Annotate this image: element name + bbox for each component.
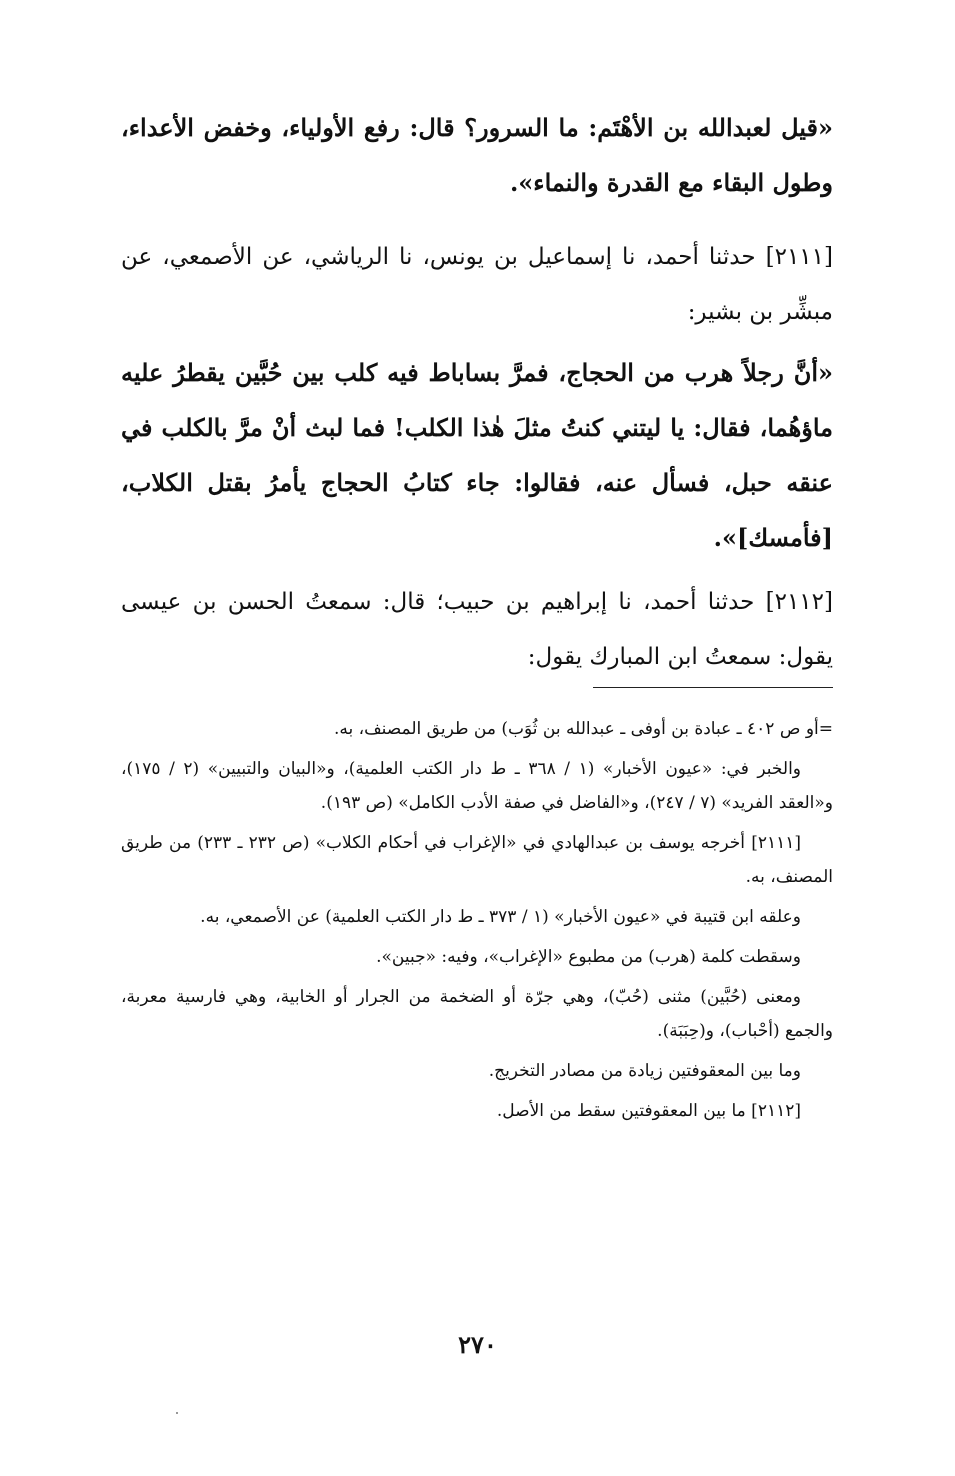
quote-paragraph-sorur (121, 100, 833, 210)
paragraph-text: «قيل لعبدالله بن الأهْتَم: ما السرور؟ قال: رفع الأولياء، وخفض الأعداء، وطول البقاء مع القدرة والنماء». (121, 113, 833, 197)
footnote: وما بين المعقوفتين زيادة من مصادر التخريج. (488, 1061, 801, 1081)
footnote: وعلقه ابن قتيبة في «عيون الأخبار» (١ / ٣٧٣ ـ ط دار الكتب العلمية) عن الأصمعي، به. (200, 907, 801, 927)
paragraph-text: «أنَّ رجلاً هرب من الحجاج، فمرَّ بساباط فيه كلب بين حُبَّين يقطرُ عليه ماؤهُما، فقال: يا ليتني كنتُ مثلَ هٰذا الكلب! فما لبث أنْ مرَّ بالكلب في عنقه حبل، فسأل عنه، فقالوا: جاء كتابُ الحجاج يأمرُ بقتل الكلاب، [فأمسك]». (121, 358, 833, 552)
footnote: ومعنى (حُبَّين) مثنى (حُبّ)، وهي جرّة أو الضخمة من الجرار أو الخابية، وهي فارسية معربة، والجمع (أحْباب)، و(حِبَبَة). (121, 987, 833, 1041)
page-number: ٢٧٠ (458, 1330, 497, 1359)
quote-paragraph-hajjaj (121, 345, 833, 565)
footnote: وسقطت كلمة (هرب) من مطبوع «الإغراب»، وفيه: «جبين». (376, 947, 801, 967)
footnote-divider (593, 687, 833, 688)
footnote: [٢١١٢] ما بين المعقوفتين سقط من الأصل. (496, 1101, 801, 1121)
paragraph-text: [٢١١١] حدثنا أحمد، نا إسماعيل بن يونس، نا الرياشي، عن الأصمعي، عن مبشِّر بن بشير: (121, 244, 833, 325)
footnote: والخبر في: «عيون الأخبار» (١ / ٣٦٨ ـ ط دار الكتب العلمية)، و«البيان والتبيين» (٢ / ١٧٥)، و«العقد الفريد» (٧ / ٢٤٧)، و«الفاضل في صفة الأدب الكامل» (ص ١٩٣). (121, 759, 833, 813)
footnote: [٢١١١] أخرجه يوسف بن عبدالهادي في «الإغراب في أحكام الكلاب» (ص ٢٣٢ ـ ٢٣٣) من طريق المصنف، به. (121, 833, 833, 887)
hadith-chain-2111 (121, 230, 833, 340)
footnote: =أو ص ٤٠٢ ـ عبادة بن أوفى ـ عبدالله بن ثُوَب) من طريق المصنف، به. (333, 719, 833, 739)
footnotes-section (121, 712, 833, 1134)
hadith-chain-2112 (121, 575, 833, 685)
paragraph-text: [٢١١٢] حدثنا أحمد، نا إبراهيم بن حبيب؛ قال: سمعتُ الحسن بن عيسى يقول: سمعتُ ابن المبارك يقول: (121, 589, 833, 670)
scan-speck (176, 1412, 178, 1414)
